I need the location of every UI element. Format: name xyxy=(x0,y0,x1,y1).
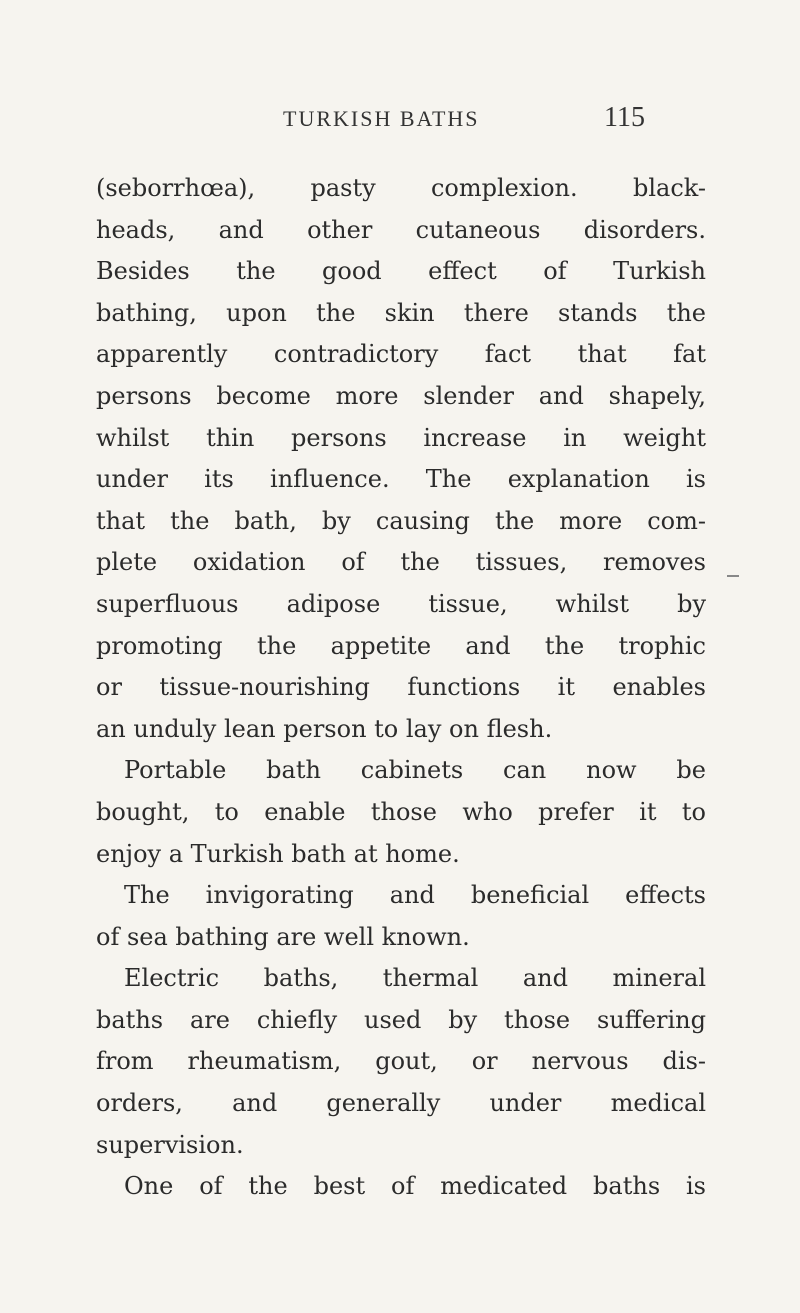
page-number: 115 xyxy=(604,102,645,133)
text-line: heads, and other cutaneous disorders. xyxy=(96,215,706,244)
text-line: enjoy a Turkish bath at home. xyxy=(96,839,460,868)
text-line: plete oxidation of the tissues, removes xyxy=(96,548,706,577)
margin-mark xyxy=(727,575,739,577)
text-line: One of the best of medicated baths is xyxy=(124,1172,706,1201)
text-line: Electric baths, thermal and mineral xyxy=(124,964,706,993)
text-line: orders, and generally under medical xyxy=(96,1089,706,1118)
text-line: persons become more slender and shapely, xyxy=(96,381,706,410)
text-line: apparently contradictory fact that fat xyxy=(96,340,706,369)
text-line: promoting the appetite and the trophic xyxy=(96,631,706,660)
text-line: bathing, upon the skin there stands the xyxy=(96,298,706,327)
text-line: (seborrhœa), pasty complexion. black- xyxy=(96,174,706,202)
text-line: whilst thin persons increase in weight xyxy=(96,423,706,452)
running-header xyxy=(0,102,800,142)
text-line: bought, to enable those who prefer it to xyxy=(96,797,706,826)
text-line: or tissue-nourishing functions it enables xyxy=(96,673,706,702)
text-line: that the bath, by causing the more com- xyxy=(96,506,706,535)
text-line: of sea bathing are well known. xyxy=(96,922,470,951)
text-line: superfluous adipose tissue, whilst by xyxy=(96,589,706,618)
running-title: TURKISH BATHS xyxy=(283,106,480,131)
text-line: The invigorating and beneficial effects xyxy=(124,881,706,910)
text-line: from rheumatism, gout, or nervous dis- xyxy=(96,1047,706,1076)
text-line: under its influence. The explanation is xyxy=(96,465,706,494)
text-line: baths are chiefly used by those suffering xyxy=(96,1005,706,1034)
text-line: an unduly lean person to lay on flesh. xyxy=(96,714,553,743)
body-text xyxy=(96,168,706,1208)
text-line: Besides the good effect of Turkish xyxy=(96,257,706,286)
text-line: supervision. xyxy=(96,1130,244,1159)
text-line: Portable bath cabinets can now be xyxy=(124,756,706,785)
